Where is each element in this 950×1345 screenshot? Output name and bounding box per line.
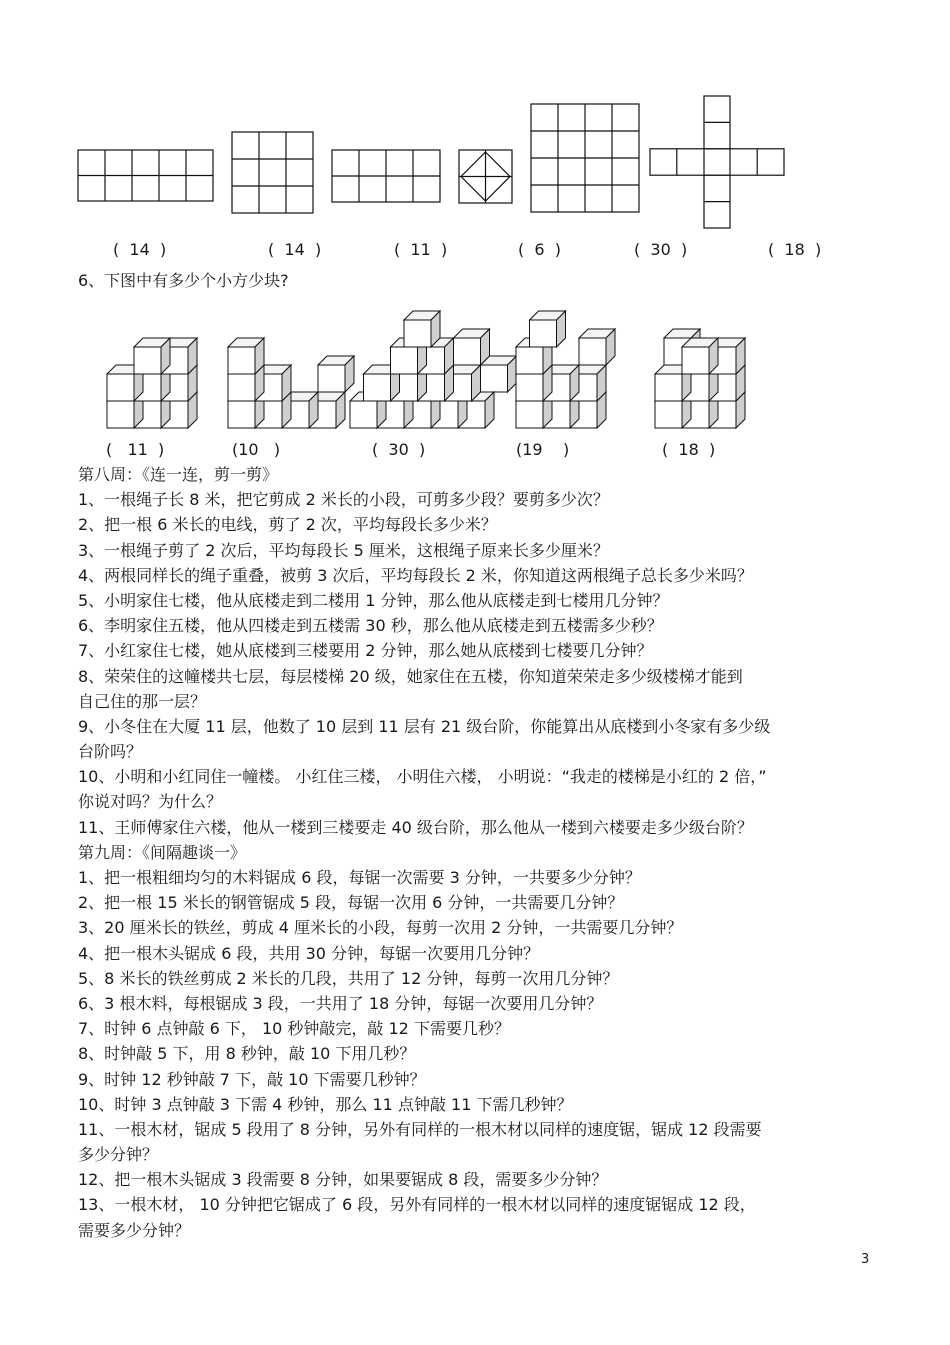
grid-answer-6: ( 18 ) — [768, 240, 822, 259]
problem-line: 8、时钟敲 5 下，用 8 秒钟，敲 10 下用几秒？ — [78, 1044, 416, 1064]
cube — [682, 338, 718, 374]
problem-line: 自己住的那一层？ — [78, 691, 207, 711]
cube-back — [454, 329, 490, 365]
problem-line: 6、3 根木料，每根锯成 3 段，一共用了 18 分钟，每锯一次要用几分钟？ — [78, 993, 603, 1013]
cube-answer-2: (10 ) — [232, 440, 281, 459]
problem-line: 11、王师傅家住六楼，他从一楼到三楼要走 40 级台阶，那么他从一楼到六楼要走多少级台阶？ — [78, 817, 753, 837]
problem-line: 6、李明家住五楼，他从四楼走到五楼需 30 秒，那么他从底楼走到五楼需多少秒？ — [78, 616, 663, 636]
grid-answer-3: ( 11 ) — [394, 240, 448, 259]
grid-answer-2: ( 14 ) — [268, 240, 322, 259]
problem-line: 2、把一根 15 米长的钢管锯成 5 段，每锯一次用 6 分钟，一共需要几分钟？ — [78, 893, 624, 913]
cube-answer-4: (19 ) — [516, 440, 570, 459]
cube-answer-1: ( 11 ) — [106, 440, 165, 459]
problem-line: 10、小明和小红同住一幢楼。 小红住三楼， 小明住六楼， 小明说：“我走的楼梯是小红的 2 倍，” — [78, 767, 767, 787]
cube — [404, 311, 440, 347]
grid-answer-1: ( 14 ) — [113, 240, 167, 259]
grid-answer-5: ( 30 ) — [634, 240, 688, 259]
problem-line: 5、小明家住七楼，他从底楼走到二楼用 1 分钟，那么他从底楼走到七楼用几分钟？ — [78, 590, 669, 610]
problem-line: 4、把一根木头锯成 6 段，共用 30 分钟，每锯一次要用几分钟？ — [78, 943, 540, 963]
page-number: 3 — [861, 1252, 870, 1267]
section-heading-week9: 第九周：《间隔趣谈一》 — [78, 842, 247, 862]
cube-back — [579, 329, 615, 365]
cube-answer-5: ( 18 ) — [662, 440, 716, 459]
problem-line: 需要多少分钟？ — [78, 1220, 191, 1240]
problem-line: 1、把一根粗细均匀的木料锯成 6 段，每锯一次需要 3 分钟，一共要多少分钟？ — [78, 868, 641, 887]
problem-line: 10、时钟 3 点钟敲 3 下需 4 秒钟，那么 11 点钟敲 11 下需几秒钟？ — [78, 1094, 573, 1114]
problem-line: 1、一根绳子长 8 米，把它剪成 2 米长的小段，可剪多少段？要剪多少次？ — [78, 490, 609, 510]
problem-line: 3、一根绳子剪了 2 次后，平均每段长 5 厘米，这根绳子原来长多少厘米？ — [78, 540, 609, 560]
problem-line: 7、小红家住七楼，她从底楼到三楼要用 2 分钟，那么她从底楼到七楼要几分钟？ — [78, 641, 653, 661]
problem-line: 4、两根同样长的绳子重叠，被剪 3 次后，平均每段长 2 米，你知道这两根绳子总长多少米吗？ — [78, 565, 753, 585]
problem-list — [78, 462, 878, 1243]
q6-title: 6、下图中有多少个小方少块? — [78, 271, 289, 290]
problem-line: 11、一根木材，锯成 5 段用了 8 分钟，另外有同样的一根木材以同样的速度锯，锯成 12 段需要 — [78, 1119, 762, 1139]
cube — [228, 338, 264, 374]
problem-line: 9、小冬住在大厦 11 层，他数了 10 层到 11 层有 21 级台阶，你能算出从底楼到小冬家有多少级 — [78, 716, 771, 736]
problem-line: 8、荣荣住的这幢楼共七层，每层楼梯 20 级，她家住在五楼，你知道荣荣走多少级楼梯才能到 — [78, 666, 743, 686]
problem-line: 12、把一根木头锯成 3 段需要 8 分钟，如果要锯成 8 段，需要多少分钟？ — [78, 1170, 608, 1190]
problem-line: 多少分钟？ — [78, 1145, 159, 1165]
problem-line: 5、8 米长的铁丝剪成 2 米长的几段，共用了 12 分钟，每剪一次用几分钟？ — [78, 968, 619, 988]
problem-line: 台阶吗？ — [78, 742, 143, 762]
cube-answer-3: ( 30 ) — [372, 440, 426, 459]
problem-line: 你说对吗？为什么？ — [78, 792, 223, 812]
problem-line: 2、把一根 6 米长的电线，剪了 2 次，平均每段长多少米？ — [78, 515, 497, 535]
cube — [530, 311, 566, 347]
problem-line: 3、20 厘米长的铁丝，剪成 4 厘米长的小段，每剪一次用 2 分钟，一共需要几分钟？ — [78, 918, 683, 938]
section-heading-week8: 第八周：《连一连，剪一剪》 — [78, 465, 279, 484]
cube-back — [318, 356, 354, 392]
problem-line: 13、一根木材， 10 分钟把它锯成了 6 段，另外有同样的一根木材以同样的速度锯锯成 12 段， — [78, 1195, 756, 1215]
cube — [134, 338, 170, 374]
problem-line: 9、时钟 12 秒钟敲 7 下，敲 10 下需要几秒钟？ — [78, 1069, 426, 1089]
problem-line: 7、时钟 6 点钟敲 6 下， 10 秒钟敲完，敲 12 下需要几秒？ — [78, 1019, 510, 1039]
cube-figures — [0, 0, 950, 440]
grid-answer-4: ( 6 ) — [518, 240, 562, 259]
cube-back — [481, 356, 517, 392]
